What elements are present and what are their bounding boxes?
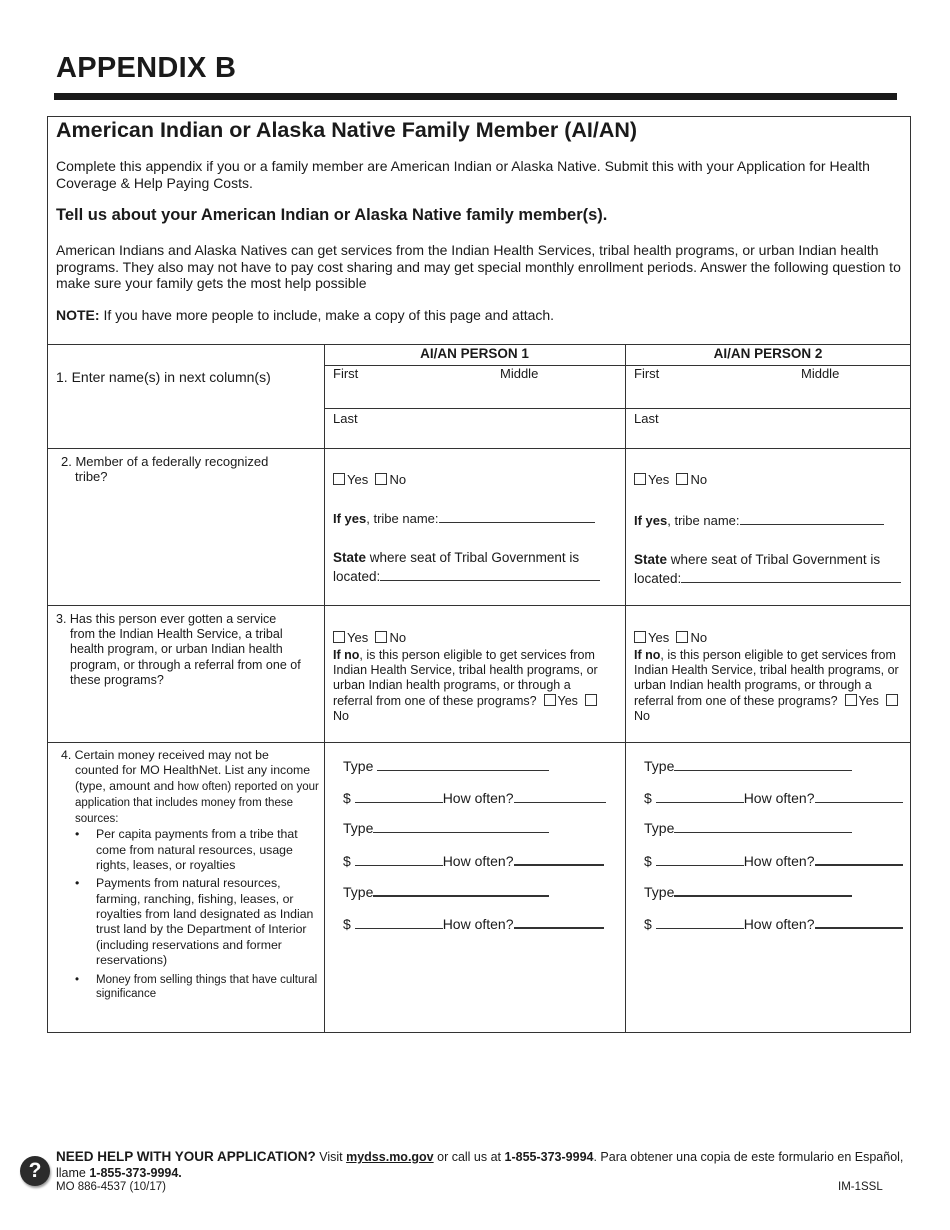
spanish-text: . Para obtener una copia de este formulario en Español, llame: [56, 1150, 904, 1180]
tribe-name-label: , tribe name:: [366, 511, 439, 526]
person2-amount-3-field[interactable]: [656, 916, 744, 929]
person1-tribe-yes-checkbox[interactable]: [333, 473, 345, 485]
income-source-list: [61, 827, 321, 1001]
person1-amount-2-field[interactable]: [355, 853, 443, 866]
person2-type-3-field[interactable]: [674, 883, 852, 897]
intro-text: Complete this appendix if you or a family member are American Indian or Alaska Native. Submit this with your Application for Health Coverage & Help Paying Costs.: [56, 158, 870, 191]
table-top-line: [47, 344, 911, 345]
if-yes-label: If yes: [634, 513, 668, 528]
how-often-label: How often?: [442, 916, 514, 932]
person1-service-yes-checkbox[interactable]: [333, 631, 345, 643]
person1-tribe-member-options: [333, 472, 406, 487]
person2-how-often-2-field[interactable]: [815, 852, 903, 866]
person1-last-label: Last: [333, 411, 358, 426]
income-source-text: Payments from natural resources, farming, ranching, fishing, leases, or royalties from land designated as Indian trust land by the Department of Interior (including reservations and former reservations): [96, 876, 314, 967]
person1-income-amount-2: [343, 852, 604, 869]
located-label: located:: [634, 571, 682, 586]
person2-service-yes-checkbox[interactable]: [634, 631, 646, 643]
if-no-label: If no: [634, 648, 661, 662]
yes-label: Yes: [648, 472, 670, 487]
person2-how-often-3-field[interactable]: [815, 915, 903, 929]
column-header-person-1: AI/AN PERSON 1: [420, 346, 529, 361]
no-label: No: [690, 472, 708, 487]
phone-number-spanish: 1-855-373-9994.: [89, 1166, 182, 1180]
note-text: [56, 307, 554, 324]
person2-eligible-no-checkbox[interactable]: [886, 694, 898, 706]
help-heading: NEED HELP WITH YOUR APPLICATION?: [56, 1149, 316, 1164]
if-no-label: If no: [333, 648, 360, 662]
page-title: APPENDIX B: [56, 52, 237, 84]
question-4-line1: 4. Certain money received may not be: [61, 748, 269, 762]
no-label: No: [389, 630, 407, 645]
person2-income-type-3: [644, 883, 852, 900]
question-3-line1: 3. Has this person ever gotten a service: [56, 612, 277, 626]
person2-how-often-1-field[interactable]: [815, 790, 903, 803]
no-label: No: [389, 472, 407, 487]
person2-first-label: First: [634, 366, 660, 381]
dollar-label: $: [644, 853, 652, 869]
person1-state-row: [333, 548, 600, 586]
dollar-label: $: [343, 853, 351, 869]
list-item: [75, 876, 321, 968]
person2-amount-1-field[interactable]: [656, 790, 744, 803]
person2-service-no-checkbox[interactable]: [676, 631, 688, 643]
person1-middle-label: Middle: [500, 366, 539, 381]
person2-type-1-field[interactable]: [674, 758, 852, 771]
question-4-intro: [61, 763, 321, 827]
person1-tribe-name-field[interactable]: [439, 510, 595, 523]
person2-middle-label: Middle: [801, 366, 840, 381]
dollar-label: $: [343, 916, 351, 932]
row2-bottom-line: [47, 605, 911, 606]
person1-income-type-1: [343, 758, 549, 774]
yes-label: Yes: [347, 472, 369, 487]
question-4-text-1: counted for MO HealthNet. List any income (type, amount and: [75, 763, 311, 793]
state-text: where seat of Tribal Government is: [667, 552, 881, 567]
person1-amount-3-field[interactable]: [355, 916, 443, 929]
list-item: [75, 827, 321, 873]
question-3-rest: from the Indian Health Service, a tribal health program, or urban Indian health program, or through a referral from one of these programs?: [70, 627, 301, 687]
person2-eligible-yes-checkbox[interactable]: [845, 694, 857, 706]
if-yes-label: If yes: [333, 511, 367, 526]
type-label: Type: [343, 884, 374, 900]
yes-label: Yes: [648, 630, 670, 645]
person2-eligibility-text: [634, 648, 904, 724]
form-code: IM-1SSL: [838, 1181, 883, 1193]
question-2-label: [61, 454, 268, 484]
person1-how-often-3-field[interactable]: [514, 915, 604, 929]
person2-state-field[interactable]: [681, 570, 901, 583]
person2-state-row: [634, 550, 901, 588]
yes-label: Yes: [347, 630, 369, 645]
question-1-label: 1. Enter name(s) in next column(s): [56, 369, 271, 385]
no-label: No: [634, 708, 650, 723]
person1-type-1-field[interactable]: [377, 758, 549, 771]
bullet: •: [75, 974, 80, 987]
person1-eligible-no-checkbox[interactable]: [585, 694, 597, 706]
person2-last-label: Last: [634, 411, 659, 426]
person2-income-amount-2: [644, 852, 903, 869]
person2-service-options: [634, 630, 707, 645]
person2-tribe-name-field[interactable]: [740, 512, 884, 525]
call-text: or call us at: [433, 1150, 505, 1164]
person2-tribe-no-checkbox[interactable]: [676, 473, 688, 485]
type-label: Type: [644, 758, 675, 774]
person1-how-often-1-field[interactable]: [514, 790, 606, 803]
person1-type-2-field[interactable]: [373, 820, 549, 833]
no-label: No: [333, 708, 349, 723]
how-often-label: How often?: [442, 790, 514, 806]
bullet: •: [75, 876, 80, 891]
section-heading: American Indian or Alaska Native Family Member (AI/AN): [56, 118, 638, 142]
note-body: If you have more people to include, make a copy of this page and attach.: [99, 307, 555, 323]
visit-text: Visit: [315, 1150, 347, 1164]
yes-label: Yes: [557, 693, 578, 708]
question-4-text-2: how often) reported on your application that includes money from these sources:: [75, 780, 319, 826]
phone-number: 1-855-373-9994: [504, 1150, 594, 1164]
note-label: NOTE:: [56, 307, 100, 323]
state-label: State: [333, 550, 367, 565]
person1-service-no-checkbox[interactable]: [375, 631, 387, 643]
how-often-label: How often?: [743, 853, 815, 869]
person1-tribe-name-row: [333, 510, 595, 526]
how-often-label: How often?: [743, 790, 815, 806]
help-text: [56, 1149, 916, 1181]
person1-tribe-no-checkbox[interactable]: [375, 473, 387, 485]
person1-first-label: First: [333, 366, 359, 381]
column-divider-1: [324, 344, 325, 1033]
person2-tribe-member-options: [634, 472, 707, 487]
question-2-line2: tribe?: [75, 469, 108, 484]
name-split-line: [324, 408, 911, 409]
person2-income-amount-3: [644, 915, 903, 932]
dollar-label: $: [644, 916, 652, 932]
title-divider: [54, 93, 897, 100]
website-link[interactable]: mydss.mo.gov: [346, 1150, 434, 1164]
person1-how-often-2-field[interactable]: [514, 852, 604, 866]
question-2-line1: 2. Member of a federally recognized: [61, 454, 269, 469]
person1-income-type-2: [343, 820, 549, 836]
how-often-label: How often?: [743, 916, 815, 932]
type-label: Type: [343, 820, 374, 836]
eligibility-question: , is this person eligible to get services from Indian Health Service, tribal health programs, or urban Indian health programs, or through a referral from one of these programs?: [333, 648, 598, 708]
eligibility-question: , is this person eligible to get services from Indian Health Service, tribal health programs, or urban Indian health programs, or through a referral from one of these programs?: [634, 648, 899, 708]
person2-income-amount-1: [644, 790, 903, 806]
person1-income-type-3: [343, 883, 549, 900]
income-source-text: Money from selling things that have cultural significance: [96, 974, 318, 1001]
question-4-label: [61, 748, 321, 1001]
how-often-label: How often?: [442, 853, 514, 869]
tell-us-heading: Tell us about your American Indian or Alaska Native family member(s).: [56, 206, 608, 224]
column-header-person-2: AI/AN PERSON 2: [713, 346, 823, 361]
list-item: [75, 973, 321, 1001]
person1-income-amount-1: [343, 790, 606, 806]
person2-type-2-field[interactable]: [674, 820, 852, 833]
question-3-label: [56, 612, 318, 688]
person1-eligible-yes-checkbox[interactable]: [544, 694, 556, 706]
help-icon: ?: [20, 1156, 50, 1186]
state-label: State: [634, 552, 668, 567]
state-text: where seat of Tribal Government is: [366, 550, 580, 565]
income-source-text: Per capita payments from a tribe that come from natural resources, usage rights, leases, or royalties: [96, 827, 298, 873]
form-number: MO 886-4537 (10/17): [56, 1181, 166, 1193]
column-divider-2: [625, 344, 626, 1033]
person1-service-options: [333, 630, 406, 645]
person2-income-type-2: [644, 820, 852, 836]
person1-state-field[interactable]: [380, 568, 600, 581]
no-label: No: [690, 630, 708, 645]
person2-income-type-1: [644, 758, 852, 774]
yes-label: Yes: [858, 693, 879, 708]
tribe-name-label: , tribe name:: [667, 513, 740, 528]
bullet: •: [75, 827, 80, 842]
row1-bottom-line: [47, 448, 911, 449]
person1-type-3-field[interactable]: [373, 883, 549, 897]
person2-amount-2-field[interactable]: [656, 853, 744, 866]
type-label: Type: [343, 758, 374, 774]
type-label: Type: [644, 820, 675, 836]
dollar-label: $: [644, 790, 652, 806]
type-label: Type: [644, 884, 675, 900]
person2-tribe-name-row: [634, 512, 884, 528]
services-text: American Indians and Alaska Natives can get services from the Indian Health Services, tribal health programs, or urban Indian health programs. They also may not have to pay cost sharing and may get special monthly enrollment periods. Answer the following question to make sure your family gets the most help possible: [56, 242, 901, 291]
person2-tribe-yes-checkbox[interactable]: [634, 473, 646, 485]
person1-eligibility-text: [333, 648, 605, 724]
person1-income-amount-3: [343, 915, 604, 932]
dollar-label: $: [343, 790, 351, 806]
person1-amount-1-field[interactable]: [355, 790, 443, 803]
located-label: located:: [333, 569, 381, 584]
row3-bottom-line: [47, 742, 911, 743]
